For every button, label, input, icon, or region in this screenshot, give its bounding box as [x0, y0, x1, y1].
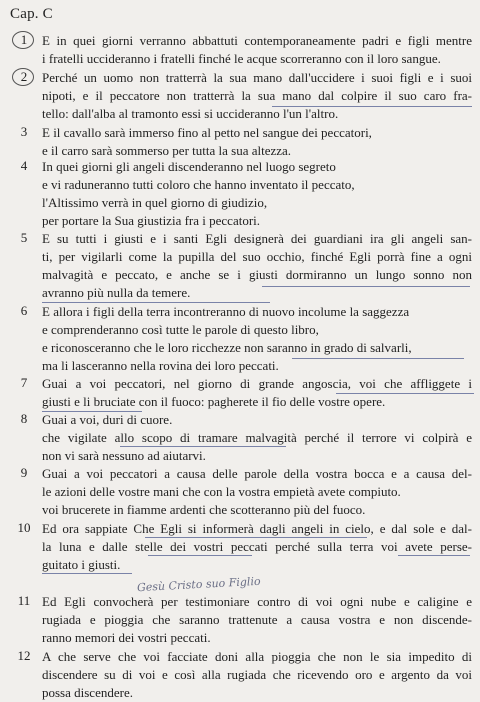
- pen-underline: [272, 106, 472, 107]
- verse-line: i fratelli uccideranno i fratelli finché le acque scorreranno con il loro sangue.: [42, 51, 441, 66]
- verse-line: ti, per vigilarli come la pupilla del suo occhio, finché Egli porrà fine a ogni: [42, 249, 472, 264]
- verse-line: possa discendere.: [42, 685, 133, 700]
- verse-number: 2: [20, 69, 28, 84]
- verse-line: e vi raduneranno tutti coloro che hanno inventato il peccato,: [42, 177, 355, 192]
- verse-line: l'Altissimo verrà in quel giorno di giudizio,: [42, 195, 268, 210]
- verse-line: A che serve che voi facciate doni alla pioggia che non le sia impedito di: [42, 649, 472, 664]
- verse-number: 11: [17, 593, 31, 608]
- pen-underline: [148, 555, 252, 556]
- pen-underline: [262, 286, 470, 287]
- verse-number: 9: [20, 465, 28, 480]
- pen-underline: [42, 411, 142, 412]
- verse-line: Ed Egli convocherà per testimoniare contro di voi ogni nube e caligine e: [42, 594, 472, 609]
- verse-number: 12: [17, 648, 31, 663]
- verse-line: E in quei giorni verranno abbattuti contemporaneamente padri e figli mentre: [42, 33, 472, 48]
- pen-underline: [42, 573, 132, 574]
- verse-line: ranno memori dei vostri peccati.: [42, 630, 211, 645]
- verse-line: e riconosceranno che le loro ricchezze non saranno in grado di salvarli,: [42, 340, 412, 355]
- verse-number: 3: [20, 124, 28, 139]
- verse-line: guitato i giusti.: [42, 557, 121, 572]
- verse-line: rugiada e pioggia che saranno trattenute a causa vostra e non discende-: [42, 612, 472, 627]
- verse-line: Guai a voi peccatori, nel giorno di grande angoscia, voi che affliggete i: [42, 376, 472, 391]
- verse-line: discendere su di voi e così alla rugiada che ricevendo oro e argento da voi: [42, 667, 472, 682]
- chapter-title: Cap. C: [10, 6, 53, 22]
- verse-line: non vi sarà nessuno ad aiutarvi.: [42, 448, 206, 463]
- verse-line: In quei giorni gli angeli discenderanno nel luogo segreto: [42, 159, 336, 174]
- verse-line: ma li lasceranno nella rovina dei loro peccati.: [42, 358, 279, 373]
- verse-line: giusti e li bruciate con il fuoco: pagherete il fio delle vostre opere.: [42, 394, 386, 409]
- pen-underline: [292, 358, 464, 359]
- verse-line: e il carro sarà sommerso per tutta la sua altezza.: [42, 143, 292, 158]
- verse-number: 10: [17, 520, 31, 535]
- verse-line: Guai a voi peccatori a causa delle parole della vostra bocca e a causa del-: [42, 466, 472, 481]
- verse-number: 1: [20, 32, 28, 47]
- pen-underline: [398, 555, 470, 556]
- verse-line: tello: dall'alba al tramonto essi si uccideranno l'un l'altro.: [42, 106, 339, 121]
- pen-underline: [120, 446, 286, 447]
- verse-line: avranno più nulla da temere.: [42, 285, 191, 300]
- verse-number: 5: [20, 230, 28, 245]
- verse-line: E il cavallo sarà immerso fino al petto nel sangue dei peccatori,: [42, 125, 372, 140]
- verse-number: 6: [20, 303, 28, 318]
- verse-line: voi brucerete in fiamme ardenti che scotteranno più del fuoco.: [42, 502, 366, 517]
- verse-line: e comprenderanno così tutte le parole di questo libro,: [42, 322, 319, 337]
- pen-underline: [42, 302, 270, 303]
- verse-line: Perché un uomo non tratterrà la sua mano dall'uccidere i suoi figli e i suoi: [42, 70, 472, 85]
- verse-number: 7: [20, 375, 28, 390]
- verse-line: Guai a voi, duri di cuore.: [42, 412, 173, 427]
- verse-number: 4: [20, 158, 28, 173]
- pen-underline: [336, 393, 474, 394]
- verse-line: le azioni delle vostre mani che con la vostra empietà avete compiuto.: [42, 484, 401, 499]
- verse-line: Ed ora sappiate Che Egli si informerà dagli angeli in cielo, e dal sole e dal-: [42, 521, 472, 536]
- handwritten-note: Gesù Cristo suo Figlio: [136, 574, 261, 595]
- verse-line: che vigilate allo scopo di tramare malvagità perché il terrore vi colpirà e: [42, 430, 472, 445]
- verse-line: E su tutti i giusti e i santi Egli designerà dei guardiani ira gli angeli san-: [42, 231, 472, 246]
- verse-line: nipoti, e il peccatore non tratterrà la sua mano dal colpire il suo caro fra-: [42, 88, 472, 103]
- verse-number: 8: [20, 411, 28, 426]
- verse-line: la luna e dalle stelle dei vostri peccati perché sulla terra voi avete perse-: [42, 539, 472, 554]
- verse-line: per portare la Sua giustizia fra i peccatori.: [42, 213, 261, 228]
- pen-underline: [145, 537, 367, 538]
- verse-line: malvagità e peccato, e anche se i giusti dormiranno un lungo sonno non: [42, 267, 472, 282]
- verse-line: E allora i figli della terra incontreranno di nuovo incolume la saggezza: [42, 304, 410, 319]
